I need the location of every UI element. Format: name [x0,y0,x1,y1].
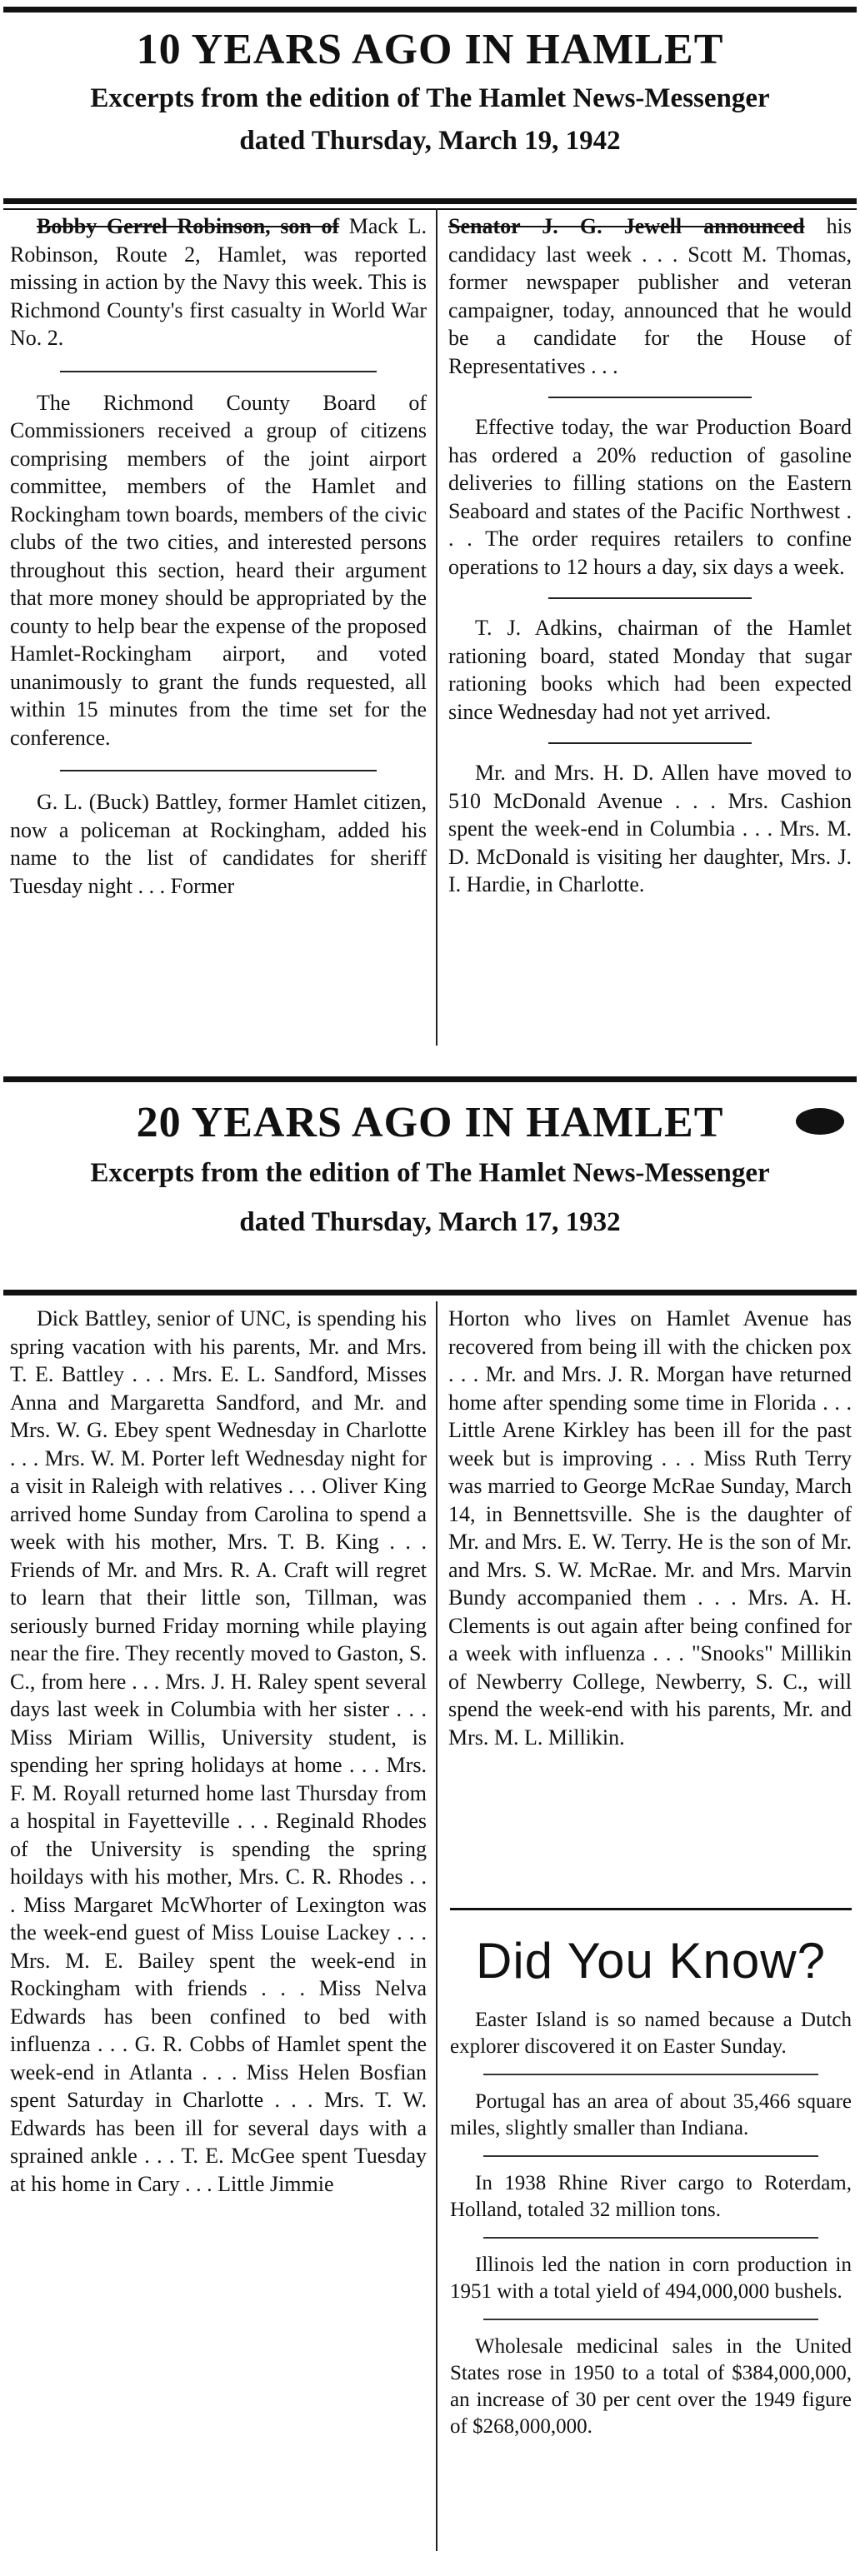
ink-blot [796,1108,844,1135]
fact-separator [483,2074,818,2075]
item-lead: Senator J. G. Jewell announced [448,214,805,238]
fact-item [450,2007,852,2060]
did-you-know-title: Did You Know? [476,1933,826,1989]
header-1942-bottom-thin-rule [3,208,857,210]
item-body: Effective today, the war Production Board has ordered a 20% reduction of gasoline deliveries to filling stations on the Eastern Seaboard and states of the Pacific Northwest . . . The order requires retailers to confine operations to 12 hours a day, six days a week. [448,415,852,579]
item-body: Mack L. Robinson, Route 2, Hamlet, was reported missing in action by the Navy this week. This is Richmond County's first casualty in World War No. 2. [10,214,428,350]
news-item [448,759,852,899]
column-divider-1932 [436,1301,438,2551]
item-separator [60,770,377,771]
news-item [448,413,852,581]
subline-1932-date: dated Thursday, March 17, 1932 [239,1207,621,1238]
header-1942-bottom-rule [3,198,857,204]
item-separator [548,742,752,744]
subline-1932-edition: Excerpts from the edition of The Hamlet News-Messenger [90,1158,770,1188]
subline-1942-edition: Excerpts from the edition of The Hamlet News-Messenger [90,83,770,113]
fact-item [450,2170,852,2224]
news-item [10,212,427,352]
item-body: T. J. Adkins, chairman of the Hamlet rationing board, stated Monday that sugar rationing books which had been expected since Wednesday had not yet arrived. [448,616,852,724]
headline-1932: 20 YEARS AGO IN HAMLET [136,1099,724,1146]
header-1942 [0,25,860,162]
news-item [10,389,427,752]
fact-item [450,2334,852,2440]
fact-text: Portugal has an area of about 35,466 square miles, slightly smaller than Indiana. [450,2090,852,2139]
fact-text: Easter Island is so named because a Dutch explorer discovered it on Easter Sunday. [450,2009,852,2058]
section-1932-top-rule [3,1076,857,1082]
fact-item [450,2252,852,2305]
news-item [448,614,852,726]
item-separator [60,371,377,372]
item-body: his candidacy last week . . . Scott M. Thomas, former newspaper publisher and veteran campaigner, today, announced that he would be a candidate for the House of Representatives . . . [448,214,852,378]
news-item [448,212,852,380]
item-body: G. L. (Buck) Battley, former Hamlet citizen, now a policeman at Rockingham, added his name to the list of candidates for sheriff Tuesday night . . . Former [10,790,427,898]
news-column-text: Dick Battley, senior of UNC, is spending his spring vacation with his parents, Mr. and Mrs. T. E. Battley . . . Mrs. E. L. Sandford, Misses Anna and Margaretta Sandford, and Mr. and Mrs. W. G. Ebey spent Wednesday in Charlotte . . . Mrs. W. M. Porter left Wednesday night for a visit in Raleigh with relatives . . . Oliver King arrived home Sunday from Carolina to spend a week with his mother, Mrs. T. B. King . . . Friends of Mr. and Mrs. R. A. Craft will regret to learn that their little son, Tillman, was seriously burned Friday morning while playing near the fire. They recently moved to Gaston, S. C., from here . . . Mrs. J. H. Raley spent several days last week in Columbia with her sister . . . Miss Miriam Willis, University student, is spending her spring holidays at home . . . Mrs. F. M. Royall returned home last Thursday from a hospital in Fayetteville . . . Reginald Rhodes of the University is spending the spring hoildays with his mother, Mrs. C. R. Rhodes . . . Miss Margaret McWhorter of Lexington was the week-end guest of Miss Louise Lackey . . . Mrs. M. E. Bailey spent the week-end in Rockingham with friends . . . Miss Nelva Edwards has been confined to bed with influenza . . . G. R. Cobbs of Hamlet spent the week-end in Atlanta . . . Miss Helen Bosfian spent Saturday in Charlotte . . . Mrs. T. W. Edwards has been ill for several days with a sprained ankle . . . T. E. McGee spent Tuesday at his home in Cary . . . Little Jimmie [10,1306,427,2196]
item-body: The Richmond County Board of Commissioners received a group of citizens comprising members of the joint airport committee, members of the Hamlet and Rockingham town boards, members of the civic clubs of the two cities, and interested persons throughout this section, heard their argument that more money should be appropriated by the county to help bear the expense of the proposed Hamlet-Rockingham airport, and voted unanimously to grant the funds requested, all within 15 minutes from the time set for the conference. [10,390,427,750]
subline-1942-date: dated Thursday, March 19, 1942 [239,126,621,157]
top-rule [3,7,857,12]
news-column-text: Horton who lives on Hamlet Avenue has recovered from being ill with the chicken pox . . . Mr. and Mrs. J. R. Morgan have returned home after spending some time in Florida . . . Little Arene Kirkley has been ill for the past week but is improving . . . Miss Ruth Terry was married to George McRae Sunday, March 14, in Bennettsville. She is the daughter of Mr. and Mrs. E. W. Terry. He is the son of Mr. and Mrs. S. W. McRae. Mr. and Mrs. Marvin Bundy accompanied them . . . Mrs. A. H. Clements is out again after being confined for a week with influenza . . . "Snooks" Millikin of Newberry College, Newberry, S. C., will spend the week-end with his parents, Mr. and Mrs. M. L. Millikin. [448,1306,852,1750]
fact-separator [483,2155,818,2157]
fact-text: Illinois led the nation in corn production in 1951 with a total yield of 494,000,000 bushels. [450,2254,852,2303]
column-right-1942 [448,212,852,899]
did-you-know-box [450,1908,852,2440]
header-1932 [0,1098,860,1244]
fact-text: In 1938 Rhine River cargo to Roterdam, Holland, totaled 32 million tons. [450,2172,852,2221]
column-right-1932 [448,1305,852,1751]
headline-1942: 10 YEARS AGO IN HAMLET [136,26,724,73]
header-1932-bottom-rule [3,1290,857,1295]
item-lead: Bobby Gerrel Robinson, son of [37,214,340,238]
news-item [10,788,427,900]
fact-text: Wholesale medicinal sales in the United States rose in 1950 to a total of $384,000,000, an increase of 30 per cent over the 1949 figure of $268,000,000. [450,2335,852,2438]
column-left-1932 [10,1305,427,2571]
item-separator [548,597,752,599]
column-divider-1942 [436,208,438,1046]
column-left-1942 [10,212,427,900]
item-separator [548,397,752,398]
fact-separator [483,2319,818,2320]
item-body: Mr. and Mrs. H. D. Allen have moved to 510 McDonald Avenue . . . Mrs. Cashion spent the week-end in Columbia . . . Mrs. M. D. McDonald is visiting her daughter, Mrs. J. I. Hardie, in Charlotte. [448,761,852,896]
fact-separator [483,2237,818,2239]
did-you-know-top-rule [450,1908,852,1910]
fact-item [450,2089,852,2142]
